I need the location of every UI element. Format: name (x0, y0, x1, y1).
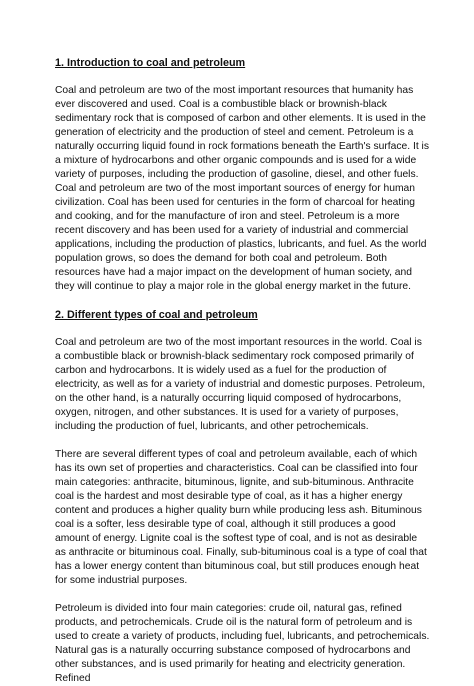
document-page (55, 56, 430, 686)
section-1-paragraph-1: Coal and petroleum are two of the most important resources that humanity has ever discovered and used. Coal is a combustible black or brownish-black sedimentary rock that is composed of carbon and other elements. It is used in the generation of electricity and the production of steel and cement. Petroleum is a naturally occurring liquid found in rock formations beneath the Earth's surface. It is a mixture of hydrocarbons and other organic compounds and is used for a wide variety of purposes, including the production of gasoline, diesel, and other fuels. Coal and petroleum are two of the most important sources of energy for human civilization. Coal has been used for centuries in the form of charcoal for heating and cooking, and for the manufacture of iron and steel. Petroleum is a more recent discovery and has been used for a variety of industrial and commercial applications, including the production of plastics, lubricants, and fuel. As the world population grows, so does the demand for both coal and petroleum. Both resources have had a major impact on the development of human society, and they will continue to play a major role in the global energy market in the future. (55, 85, 429, 292)
section-2-heading: 2. Different types of coal and petroleum (55, 309, 258, 321)
section-2-paragraph-2: There are several different types of coal and petroleum available, each of which has its own set of properties and characteristics. Coal can be classified into four main categories: anthracite, bituminous, lignite, and sub-bituminous. Anthracite coal is the hardest and most desirable type of coal, as it has a higher energy content and produces a higher quality burn while producing less ash. Bituminous coal is a softer, less desirable type of coal, although it still produces a good amount of energy. Lignite coal is the softest type of coal, and is not as desirable as anthracite or bituminous coal. Finally, sub-bituminous coal is a type of coal that has a lower energy content than bituminous coal, but still produces enough heat for some industrial purposes. (55, 449, 427, 586)
section-1-heading: 1. Introduction to coal and petroleum (55, 57, 246, 69)
section-2-paragraph-3: Petroleum is divided into four main categories: crude oil, natural gas, refined products, and petrochemicals. Crude oil is the natural form of petroleum and is used to create a variety of products, including fuel, lubricants, and petrochemicals. Natural gas is a naturally occurring substance composed of hydrocarbons and other substances, and is used primarily for heating and electricity generation. Refined (55, 603, 430, 684)
section-2-paragraph-1: Coal and petroleum are two of the most important resources in the world. Coal is a combustible black or brownish-black sedimentary rock composed primarily of carbon and hydrocarbons. It is widely used as a fuel for the production of electricity, as well as for a variety of industrial and domestic purposes. Petroleum, on the other hand, is a naturally occurring liquid composed of hydrocarbons, oxygen, nitrogen, and other substances. It is used for a variety of purposes, including the production of fuel, lubricants, and other petrochemicals. (55, 337, 426, 432)
